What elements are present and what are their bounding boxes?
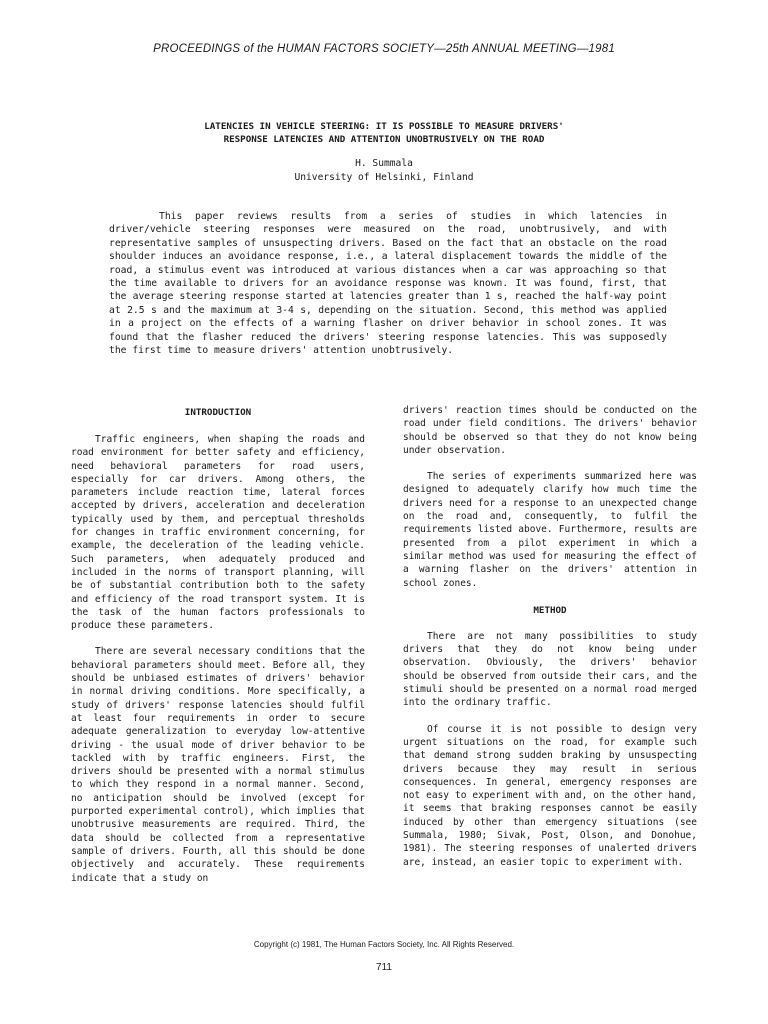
title-line-1: LATENCIES IN VEHICLE STEERING: IT IS POSSIBLE TO MEASURE DRIVERS' [204, 121, 564, 132]
method-paragraph-2: Of course it is not possible to design very urgent situations on the road, for example such that demand strong sudden braking by unsuspecting drivers because they may result in serious consequences. In general, emergency responses are not easy to experiment with and, on the other hand, it seems that braking responses cannot be easily induced by other than emergency situations (see Summala, 1980; Sivak, Post, Olson, and Donohue, 1981). The steering responses of unalerted drivers are, instead, an easier topic to experiment with. [403, 723, 697, 868]
right-column [403, 404, 697, 869]
running-head: PROCEEDINGS of the HUMAN FACTORS SOCIETY—25th ANNUAL MEETING—1981 [153, 43, 615, 55]
title-line-2: RESPONSE LATENCIES AND ATTENTION UNOBTRUSIVELY ON THE ROAD [223, 134, 545, 145]
section-heading-introduction: INTRODUCTION [184, 407, 252, 418]
page-number: 711 [376, 962, 392, 973]
intro-paragraph-2: There are several necessary conditions that the behavioral parameters should meet. Before all, they should be unbiased estimates of drivers' behavior in normal driving conditions. More specifically, a study of drivers' response latencies should fulfil at least four requirements in order to secure adequate generalization to everyday low-attentive driving - the usual mode of driver behavior to be tackled with by traffic engineers. First, the drivers should be presented with a normal stimulus to which they respond in a normal manner. Second, no anticipation should be involved (except for purported experimental control), which implies that unobtrusive measurements are required. Third, the data should be collected from a representative sample of drivers. Fourth, all this should be done objectively and accurately. These requirements indicate that a study on [71, 646, 365, 884]
method-paragraph-1: There are not many possibilities to study drivers that they do not know being under observation. Obviously, the drivers' behavior should be observed from outside their cars, and the stimuli should be presented on a normal road merged into the ordinary traffic. [403, 630, 697, 709]
copyright-notice: Copyright (c) 1981, The Human Factors Society, Inc. All Rights Reserved. [253, 940, 515, 949]
section-heading-method: METHOD [533, 604, 567, 616]
left-column [71, 406, 365, 885]
paper-title [0, 120, 768, 146]
abstract [109, 210, 667, 357]
intro-paragraph-continued: drivers' reaction times should be conducted on the road under field conditions. The drivers' behavior should be observed so that they do not know being under observation. [403, 405, 697, 456]
author-name: H. Summala [355, 158, 413, 169]
intro-paragraph-3: The series of experiments summarized here was designed to adequately clarify how much time the drivers need for a response to an unexpected change on the road and, consequently, to fulfil the requirements listed above. Furthermore, results are presented from a pilot experiment in which a similar method was used for measuring the effect of a warning flasher on the drivers' attention in school zones. [403, 471, 697, 589]
author-affiliation: University of Helsinki, Finland [294, 172, 474, 183]
abstract-text: This paper reviews results from a series of studies in which latencies in driver/vehicle steering responses were measured on the road, unobtrusively, and with representative samples of unsuspecting drivers. Based on the fact that an obstacle on the road shoulder induces an avoidance response, i.e., a lateral displacement towards the middle of the road, a stimulus event was introduced at various distances when a car was approaching so that the time available to drivers for an avoidance response was known. It was found, first, that the average steering response started at latencies greater than 1 s, reached the half-way point at 2.5 s and the maximum at 3-4 s, depending on the situation. Second, this method was applied in a project on the effects of a warning flasher on driver behavior in school zones. It was found that the flasher reduced the drivers' steering response latencies. This was supposedly the first time to measure drivers' attention unobtrusively. [109, 211, 667, 357]
author-block [0, 157, 768, 185]
intro-paragraph-1: Traffic engineers, when shaping the roads and road environment for better safety and efficiency, need behavioral parameters for road users, especially for car drivers. Among others, the parameters include reaction time, lateral forces accepted by drivers, acceleration and deceleration typically used by them, and perceptual thresholds for changes in traffic environment concerning, for example, the deceleration of the leading vehicle. Such parameters, when adequately produced and included in the norms of transport planning, will be of substantial contribution both to the safety and efficiency of the road transport system. It is the task of the human factors professionals to produce these parameters. [71, 434, 365, 632]
